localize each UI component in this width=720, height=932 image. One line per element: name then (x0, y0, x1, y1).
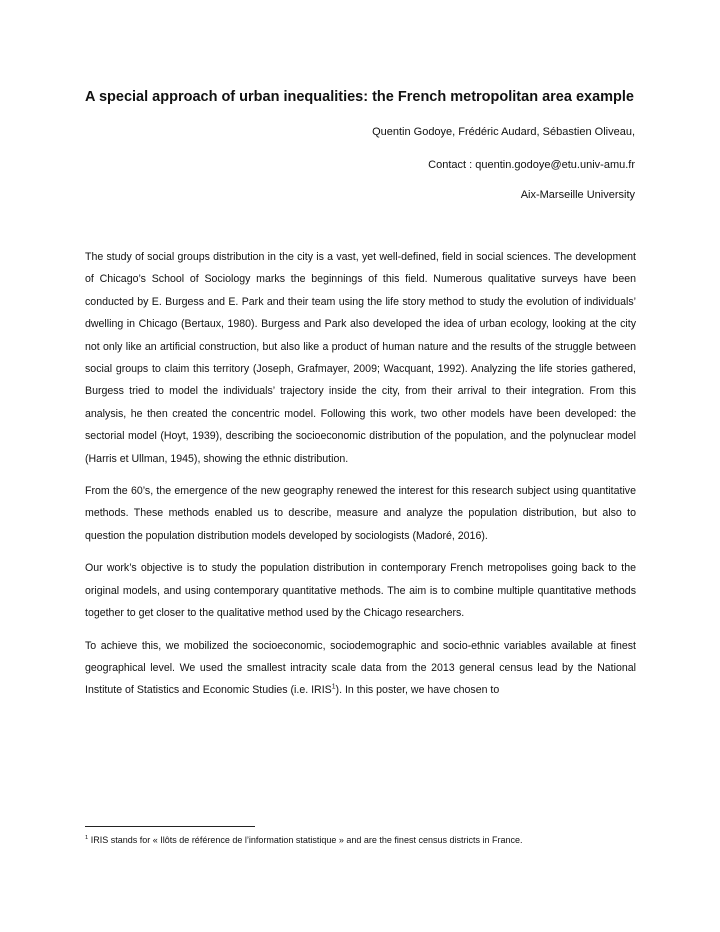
footnote-reference: 1 (331, 683, 336, 691)
contact-email: Contact : quentin.godoye@etu.univ-amu.fr (428, 159, 635, 171)
paragraph (85, 635, 636, 702)
footnote-number: 1 (85, 835, 89, 841)
author-list: Quentin Godoye, Frédéric Audard, Sébastien Oliveau, (372, 126, 635, 138)
footnote-text: IRIS stands for « Ilôts de référence de l’information statistique » and are the finest census districts in France. (88, 835, 523, 845)
paragraph: Our work’s objective is to study the population distribution in contemporary French metropolises going back to the original models, and using contemporary quantitative methods. The aim is to combine multiple quantitative methods together to get closer to the qualitative method used by the Chicago researchers. (85, 562, 636, 620)
paragraph: The study of social groups distribution in the city is a vast, yet well-defined, field in social sciences. The development of Chicago’s School of Sociology marks the beginnings of this field. Numerous qualitative surveys have been conducted by E. Burgess and E. Park and their team using the life story method to study the evolution of individuals’ dwelling in Chicago (Bertaux, 1980). Burgess and Park also developed the idea of urban ecology, looking at the city not only like an artificial construction, but also like a product of human nature and the results of the struggle between social groups to claim this territory (Joseph, Grafmayer, 2009; Wacquant, 1992). Analyzing the life stories gathered, Burgess tried to model the individuals’ trajectory inside the city, from their arrival to their integration. From this analysis, he then created the concentric model. Following this work, two other models have been developed: the sectorial model (Hoyt, 1939), describing the socioeconomic distribution of the population, and the polynuclear model (Harris et Ullman, 1945), showing the ethnic distribution. (85, 251, 636, 465)
paragraph-text: To achieve this, we mobilized the socioeconomic, sociodemographic and socio-ethnic variables available at finest geographical level. We used the smallest intracity scale data from the 2013 general census lead by the National Institute of Statistics and Economic Studies (i.e. IRIS (85, 639, 636, 697)
footnote-divider (85, 826, 255, 827)
paragraph-text: ). In this poster, we have chosen to (335, 684, 500, 697)
paper-title: A special approach of urban inequalities: the French metropolitan area example (85, 89, 634, 105)
affiliation: Aix-Marseille University (520, 189, 635, 201)
footnote (85, 833, 645, 847)
body-text (85, 246, 636, 712)
paragraph: From the 60’s, the emergence of the new geography renewed the interest for this research subject using quantitative methods. These methods enabled us to describe, measure and analyze the population distribution, but also to question the population distribution models developed by sociologists (Madoré, 2016). (85, 485, 636, 542)
